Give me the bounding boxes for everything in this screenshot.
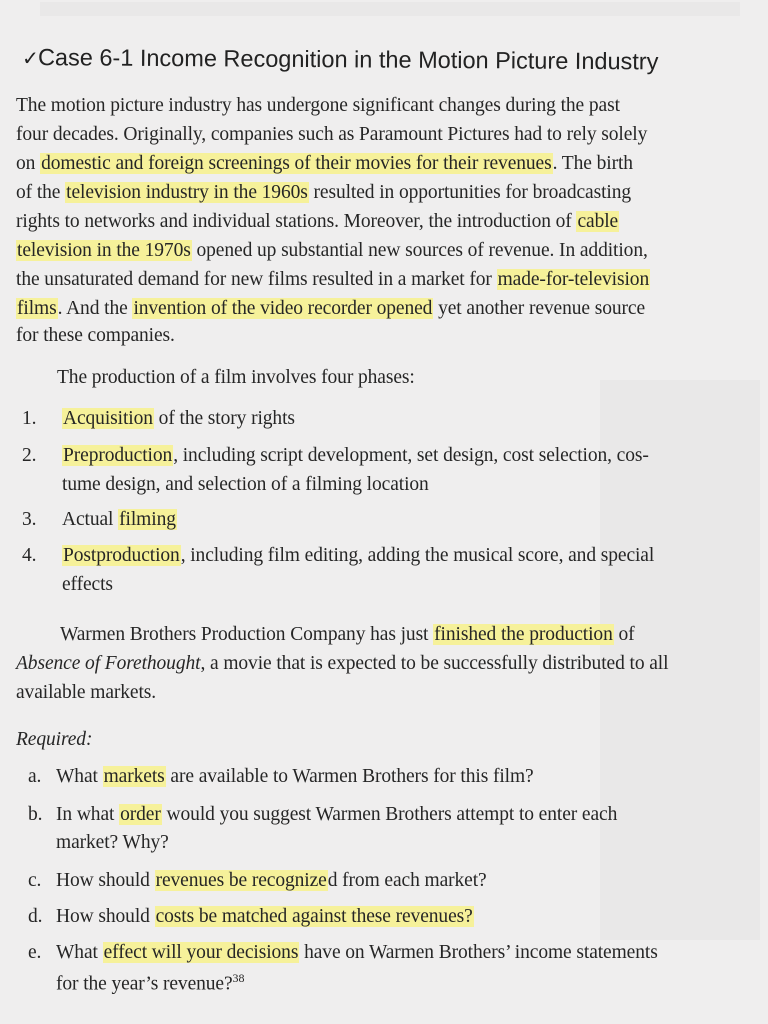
- text-run: Warmen Brothers Production Company has just: [60, 624, 434, 645]
- check-mark-icon: ✓: [21, 48, 39, 71]
- text-run: In what: [56, 804, 120, 825]
- paragraph-line: [16, 683, 156, 703]
- question-label: e.: [28, 942, 42, 963]
- question-d: [28, 907, 474, 927]
- case-title-text: Case 6-1 Income Recognition in the Motion Picture Industry: [37, 44, 659, 75]
- highlighted-text: Acquisition: [63, 408, 153, 429]
- phase-item: [22, 446, 649, 466]
- text-run: yet another revenue source: [433, 298, 646, 319]
- phase-item: [22, 510, 177, 530]
- text-run: opened up substantial new sources of revenue. In addition,: [191, 240, 648, 261]
- footnote-marker: 38: [232, 971, 245, 985]
- highlighted-text: television in the 1970s: [17, 240, 191, 261]
- question-label: d.: [28, 906, 43, 927]
- text-run: Required:: [16, 729, 93, 750]
- text-run: The motion picture industry has undergone significant changes during the past: [16, 95, 620, 116]
- text-run: resulted in opportunities for broadcasting: [308, 182, 631, 203]
- list-number: 1.: [22, 408, 37, 429]
- text-run: available markets.: [16, 682, 157, 703]
- paragraph-line: [16, 183, 631, 203]
- text-run: on: [16, 153, 41, 174]
- question-c: [28, 871, 487, 891]
- highlighted-text: cable: [577, 211, 619, 232]
- highlighted-text: Postproduction: [63, 545, 180, 566]
- list-number: 3.: [22, 509, 37, 530]
- highlighted-text: Preproduction: [63, 445, 173, 466]
- text-run: The production of a film involves four phases:: [57, 367, 415, 388]
- text-run: have on Warmen Brothers’ income statements: [299, 942, 658, 963]
- text-run: Actual: [62, 509, 119, 530]
- phase-item-continuation: [62, 475, 429, 495]
- phases-intro: [57, 368, 415, 388]
- phase-item-continuation: [62, 575, 113, 595]
- highlighted-text: order: [120, 804, 161, 825]
- highlighted-text: made-for-television: [497, 269, 650, 290]
- text-run: rights to networks and individual stations. Moreover, the introduction of: [16, 211, 577, 232]
- text-run: What: [56, 766, 103, 787]
- paragraph-line: [60, 625, 635, 645]
- highlighted-text: filming: [119, 509, 176, 530]
- text-run: . The birth: [552, 153, 633, 174]
- highlighted-text: domestic and foreign screenings of their movies for their revenues: [41, 153, 552, 174]
- text-run: effects: [62, 574, 113, 595]
- question-label: c.: [28, 870, 42, 891]
- text-run: for these companies.: [16, 325, 175, 346]
- highlighted-text: finished the production: [434, 624, 613, 645]
- required-label: [16, 730, 92, 750]
- text-run: What: [56, 942, 103, 963]
- text-run: . And the: [57, 298, 133, 319]
- text-run: four decades. Originally, companies such as Paramount Pictures had to rely solely: [16, 124, 648, 145]
- paragraph-line: [16, 654, 668, 674]
- highlighted-text: films: [17, 298, 57, 319]
- text-run: of the: [16, 182, 66, 203]
- list-number: 2.: [22, 445, 37, 466]
- text-run: market? Why?: [56, 832, 169, 853]
- text-run: for the year’s revenue?: [56, 973, 233, 995]
- highlighted-text: costs be matched against these revenues?: [155, 906, 473, 927]
- highlighted-text: television industry in the 1960s: [66, 182, 308, 203]
- phase-item: [22, 409, 295, 429]
- paragraph-line: [16, 96, 620, 116]
- phase-item: [22, 546, 654, 566]
- question-e-continuation: [56, 972, 244, 994]
- text-run: of: [613, 624, 635, 645]
- text-run: would you suggest Warmen Brothers attempt to enter each: [161, 804, 618, 825]
- bleed-through-shadow: [40, 2, 740, 16]
- question-label: a.: [28, 766, 42, 787]
- paragraph-line: [16, 125, 647, 145]
- film-title: Absence of Forethought: [16, 653, 201, 674]
- paragraph-line: [16, 270, 650, 290]
- paragraph-line: [16, 154, 633, 174]
- question-b: [28, 805, 617, 825]
- paragraph-line: [16, 241, 648, 261]
- highlighted-text: markets: [103, 766, 165, 787]
- text-run: , a movie that is expected to be successfully distributed to all: [200, 653, 669, 674]
- paragraph-line: [16, 212, 619, 232]
- question-e: [28, 943, 658, 963]
- question-b-continuation: [56, 833, 169, 853]
- highlighted-text: invention of the video recorder opened: [133, 298, 433, 319]
- paragraph-line: [16, 299, 645, 319]
- text-run: the unsaturated demand for new films resulted in a market for: [16, 269, 497, 290]
- text-run: How should: [56, 870, 155, 891]
- list-number: 4.: [22, 545, 37, 566]
- text-run: d from each market?: [327, 870, 487, 891]
- text-run: of the story rights: [153, 408, 295, 429]
- question-label: b.: [28, 804, 43, 825]
- text-run: How should: [56, 906, 155, 927]
- highlighted-text: effect will your decisions: [103, 942, 299, 963]
- text-run: , including film editing, adding the musical score, and special: [180, 545, 655, 566]
- text-run: , including script development, set design, cost selection, cos-: [173, 445, 649, 466]
- text-run: tume design, and selection of a filming location: [62, 474, 429, 495]
- question-a: [28, 767, 534, 787]
- text-run: are available to Warmen Brothers for this film?: [165, 766, 534, 787]
- highlighted-text: revenues be recognize: [155, 870, 327, 891]
- case-title: [22, 44, 659, 75]
- paragraph-line: [16, 326, 175, 346]
